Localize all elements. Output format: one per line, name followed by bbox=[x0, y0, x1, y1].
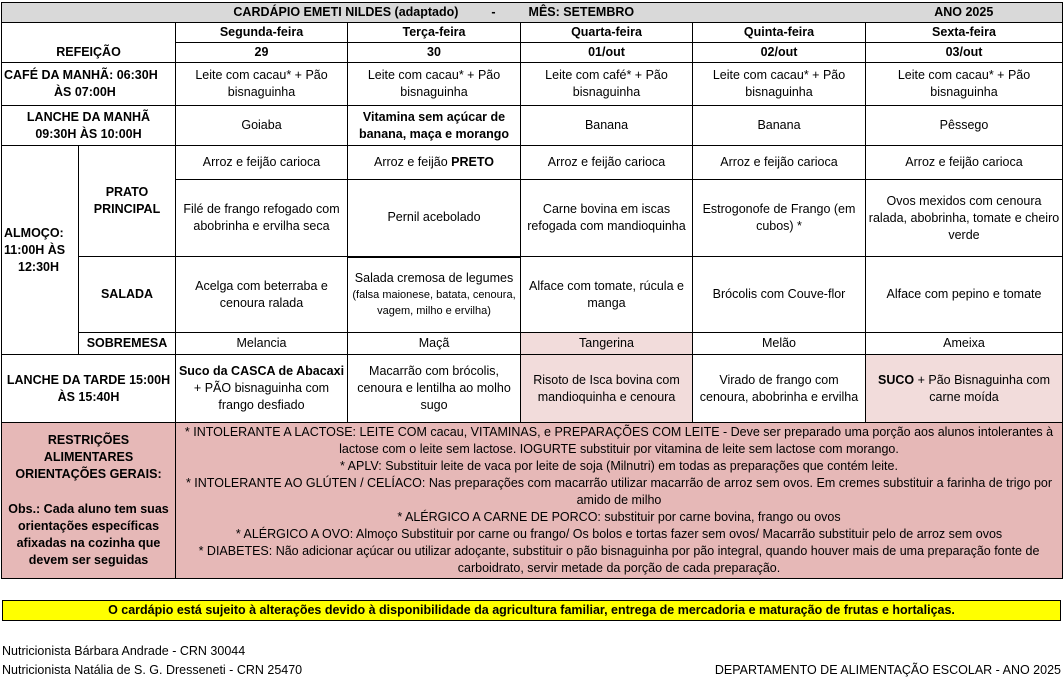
salad-tuesday: Salada cremosa de legumes (falsa maionese, batata, cenoura, vagem, milho e ervilha) bbox=[348, 257, 521, 333]
dessert-row bbox=[2, 333, 1063, 355]
nutritionist-1: Nutricionista Bárbara Andrade - CRN 30044 bbox=[2, 644, 246, 658]
afternoon-snack-wednesday: Risoto de Isca bovina com mandioquinha e cenoura bbox=[521, 355, 693, 423]
day-name-thursday: Quinta-feira bbox=[693, 23, 866, 43]
morning-snack-friday: Pêssego bbox=[866, 106, 1063, 146]
salad-wednesday: Alface com tomate, rúcula e manga bbox=[521, 257, 693, 333]
salad-label: SALADA bbox=[79, 257, 176, 333]
breakfast-tuesday: Leite com cacau* + Pão bisnaguinha bbox=[348, 63, 521, 106]
dessert-tuesday: Maçã bbox=[348, 333, 521, 355]
dessert-monday: Melancia bbox=[176, 333, 348, 355]
rule-egg: * ALÉRGICO A OVO: Almoço Substituir por carne ou frango/ Os bolos e tortas fazer sem ovos/ Macarrão substituir pelo de arroz sem ovos bbox=[235, 527, 1003, 541]
lunch-base-monday: Arroz e feijão carioca bbox=[176, 146, 348, 180]
breakfast-label: CAFÉ DA MANHÃ: 06:30H ÀS 07:00H bbox=[2, 63, 176, 106]
dessert-wednesday: Tangerina bbox=[521, 333, 693, 355]
menu-table bbox=[1, 2, 1063, 579]
date-monday: 29 bbox=[176, 43, 348, 63]
salad-row bbox=[2, 257, 1063, 333]
date-tuesday: 30 bbox=[348, 43, 521, 63]
menu-title: CARDÁPIO EMETI NILDES (adaptado) bbox=[233, 5, 459, 19]
salad-monday: Acelga com beterraba e cenoura ralada bbox=[176, 257, 348, 333]
lunch-base-row bbox=[2, 146, 1063, 180]
restrictions-row bbox=[2, 423, 1063, 579]
lunch-base-tuesday: Arroz e feijão PRETO bbox=[348, 146, 521, 180]
restrictions-rules bbox=[176, 423, 1063, 579]
rule-aplv: * APLV: Substituir leite de vaca por leite de soja (Milnutri) em todas as preparações que contém leite. bbox=[340, 459, 898, 473]
day-name-tuesday: Terça-feira bbox=[348, 23, 521, 43]
restrictions-obs: Obs.: Cada aluno tem suas orientações específicas afixadas na cozinha que devem ser seguidas bbox=[8, 502, 169, 567]
afternoon-snack-thursday: Virado de frango com cenoura, abobrinha e ervilha bbox=[693, 355, 866, 423]
morning-snack-label: LANCHE DA MANHÃ 09:30H ÀS 10:00H bbox=[2, 106, 176, 146]
morning-snack-thursday: Banana bbox=[693, 106, 866, 146]
breakfast-thursday: Leite com cacau* + Pão bisnaguinha bbox=[693, 63, 866, 106]
day-name-wednesday: Quarta-feira bbox=[521, 23, 693, 43]
rule-gluten: * INTOLERANTE AO GLÚTEN / CELÍACO: Nas preparações com macarrão utilizar macarrão de arroz sem ovos. Em cremes substituir a farinha de trigo por amido de milho bbox=[185, 476, 1053, 507]
afternoon-snack-label: LANCHE DA TARDE 15:00H ÀS 15:40H bbox=[2, 355, 176, 423]
rule-diabetes: * DIABETES: Não adicionar açúcar ou utilizar adoçante, substituir o pão bisnaguinha por pão integral, quando houver mais de uma preparação fonte de carboidrato, servir metade da porção de cada preparação. bbox=[198, 544, 1040, 575]
main-dish-wednesday: Carne bovina em iscas refogada com mandioquinha bbox=[521, 180, 693, 257]
salad-friday: Alface com pepino e tomate bbox=[866, 257, 1063, 333]
main-dish-friday: Ovos mexidos com cenoura ralada, abobrinha, tomate e cheiro verde bbox=[866, 180, 1063, 257]
dessert-thursday: Melão bbox=[693, 333, 866, 355]
nutritionist-2: Nutricionista Natália de S. G. Dresseneti - CRN 25470 bbox=[2, 663, 303, 677]
morning-snack-row bbox=[2, 106, 1063, 146]
page-title bbox=[2, 3, 866, 23]
lunch-base-friday: Arroz e feijão carioca bbox=[866, 146, 1063, 180]
lunch-base-wednesday: Arroz e feijão carioca bbox=[521, 146, 693, 180]
day-name-friday: Sexta-feira bbox=[866, 23, 1063, 43]
breakfast-monday: Leite com cacau* + Pão bisnaguinha bbox=[176, 63, 348, 106]
salad-thursday: Brócolis com Couve-flor bbox=[693, 257, 866, 333]
afternoon-snack-monday: Suco da CASCA de Abacaxi + PÃO bisnaguinha com frango desfiado bbox=[176, 355, 348, 423]
dessert-friday: Ameixa bbox=[866, 333, 1063, 355]
breakfast-friday: Leite com cacau* + Pão bisnaguinha bbox=[866, 63, 1063, 106]
notice-banner: O cardápio está sujeito à alterações devido à disponibilidade da agricultura familiar, entrega de mercadoria e maturação de frutas e hortaliças. bbox=[2, 600, 1061, 621]
morning-snack-wednesday: Banana bbox=[521, 106, 693, 146]
main-dish-tuesday: Pernil acebolado bbox=[348, 180, 521, 257]
afternoon-snack-row bbox=[2, 355, 1063, 423]
afternoon-snack-friday: SUCO + Pão Bisnaguinha com carne moída bbox=[866, 355, 1063, 423]
date-thursday: 02/out bbox=[693, 43, 866, 63]
dessert-label: SOBREMESA bbox=[79, 333, 176, 355]
date-wednesday: 01/out bbox=[521, 43, 693, 63]
main-dish-label: PRATO PRINCIPAL bbox=[79, 146, 176, 257]
lunch-label: ALMOÇO: 11:00H ÀS 12:30H bbox=[2, 146, 79, 355]
main-dish-thursday: Estrogonofe de Frango (em cubos) * bbox=[693, 180, 866, 257]
day-name-monday: Segunda-feira bbox=[176, 23, 348, 43]
lunch-base-thursday: Arroz e feijão carioca bbox=[693, 146, 866, 180]
menu-year: ANO 2025 bbox=[866, 3, 1063, 23]
breakfast-row bbox=[2, 63, 1063, 106]
main-dish-monday: Filé de frango refogado com abobrinha e ervilha seca bbox=[176, 180, 348, 257]
title-row bbox=[2, 3, 1063, 23]
meal-column-header: REFEIÇÃO bbox=[2, 43, 176, 63]
restrictions-label: RESTRIÇÕES ALIMENTARES ORIENTAÇÕES GERAIS: Obs.: Cada aluno tem suas orientações específicas afixadas na cozinha que devem ser seguidas bbox=[2, 423, 176, 579]
afternoon-snack-tuesday: Macarrão com brócolis, cenoura e lentilha ao molho sugo bbox=[348, 355, 521, 423]
morning-snack-tuesday: Vitamina sem açúcar de banana, maça e morango bbox=[348, 106, 521, 146]
day-names-row bbox=[2, 23, 1063, 43]
morning-snack-monday: Goiaba bbox=[176, 106, 348, 146]
rule-pork: * ALÉRGICO A CARNE DE PORCO: substituir por carne bovina, frango ou ovos bbox=[397, 510, 841, 524]
date-friday: 03/out bbox=[866, 43, 1063, 63]
rule-lactose: * INTOLERANTE A LACTOSE: LEITE COM cacau, VITAMINAS, e PREPARAÇÕES COM LEITE - Deve ser preparado uma porção aos alunos intolerantes à lactose com o leite sem lactose. IOGURTE substituir por vitamina de leite sem lactose com morango. bbox=[184, 425, 1054, 456]
department-footer: DEPARTAMENTO DE ALIMENTAÇÃO ESCOLAR - ANO 2025 bbox=[714, 663, 1061, 677]
dates-row bbox=[2, 43, 1063, 63]
menu-month: MÊS: SETEMBRO bbox=[528, 5, 635, 19]
title-dash: - bbox=[491, 5, 496, 19]
breakfast-wednesday: Leite com café* + Pão bisnaguinha bbox=[521, 63, 693, 106]
